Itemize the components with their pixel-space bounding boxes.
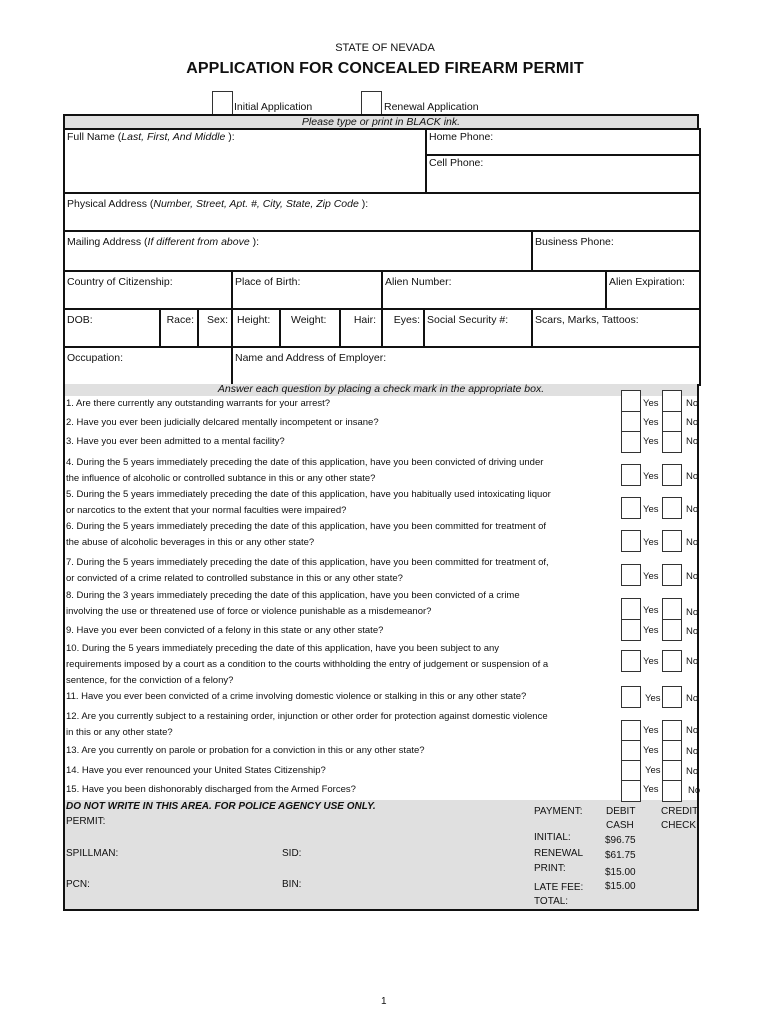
- instructions-text: Please type or print in BLACK ink.: [301, 116, 461, 128]
- home-phone-field[interactable]: [425, 128, 701, 156]
- alien-number-label: Alien Number:: [385, 276, 452, 288]
- alien-number-field[interactable]: [381, 270, 607, 310]
- q3-no-label: No: [686, 436, 699, 447]
- q8-no-label: No: [686, 607, 699, 618]
- renewal-fee-value: $61.75: [605, 850, 636, 861]
- full-name-field[interactable]: [63, 128, 427, 194]
- initial-fee-value: $96.75: [605, 835, 636, 846]
- ssn-label: Social Security #:: [427, 314, 509, 326]
- page-number: 1: [381, 996, 387, 1007]
- employer-label: Name and Address of Employer:: [235, 352, 387, 364]
- q6-yes-checkbox[interactable]: [621, 530, 641, 552]
- ssn-field[interactable]: [423, 308, 533, 348]
- q13-no-checkbox[interactable]: [662, 740, 682, 762]
- weight-label: Weight:: [291, 314, 327, 326]
- q10-no-checkbox[interactable]: [662, 650, 682, 672]
- check-label: CHECK: [661, 820, 697, 831]
- q2-no-checkbox[interactable]: [662, 411, 682, 433]
- occupation-field[interactable]: [63, 346, 233, 386]
- permit-label: PERMIT:: [66, 816, 106, 827]
- question-13: 13. Are you currently on parole or probation for a conviction in this or any other state?: [66, 745, 425, 756]
- q4-yes-checkbox[interactable]: [621, 464, 641, 486]
- credit-label: CREDIT: [661, 806, 699, 817]
- question-6: 6. During the 5 years immediately preceding the date of this application, have you been committed for treatment of the abuse of alcoholic beverages in this or any other state?: [66, 521, 547, 548]
- cell-phone-field[interactable]: [425, 154, 701, 194]
- q14-yes-label: Yes: [645, 765, 661, 776]
- sex-field[interactable]: [197, 308, 233, 348]
- question-10: 10. During the 5 years immediately preceding the date of this application, have you been subject to any requirements imposed by a court as a condition to the courts withholding the entry of judgement or suspension of a sentence, for the conviction of a felony?: [66, 643, 549, 686]
- question-7: 7. During the 5 years immediately preceding the date of this application, have you been committed for treatment of, or convicted of a crime related to controlled substance in this or any other state?: [66, 557, 549, 584]
- question-2: 2. Have you ever been judicially delcared mentally incompetent or insane?: [66, 417, 379, 428]
- q6-no-label: No: [686, 537, 699, 548]
- q1-yes-label: Yes: [643, 398, 659, 409]
- hair-field[interactable]: [339, 308, 383, 348]
- mailing-address-field[interactable]: [63, 230, 533, 272]
- question-12: 12. Are you currently subject to a restaining order, injunction or other order for protection against domestic violence in this or any other state?: [66, 711, 548, 738]
- q1-no-label: No: [686, 398, 699, 409]
- weight-field[interactable]: [279, 308, 341, 348]
- bin-label: BIN:: [282, 879, 302, 890]
- q5-no-checkbox[interactable]: [662, 497, 682, 519]
- q4-no-checkbox[interactable]: [662, 464, 682, 486]
- q4-yes-label: Yes: [643, 471, 659, 482]
- q7-yes-checkbox[interactable]: [621, 564, 641, 586]
- q15-yes-checkbox[interactable]: [621, 780, 641, 802]
- q14-no-checkbox[interactable]: [662, 760, 682, 782]
- total-label: TOTAL:: [534, 896, 569, 907]
- q10-yes-checkbox[interactable]: [621, 650, 641, 672]
- question-5: 5. During the 5 years immediately preceding the date of this application, have you habitually used intoxicating liquor or narcotics to the extent that your normal faculties were impaired?: [66, 489, 551, 516]
- question-4: 4. During the 5 years immediately preceding the date of this application, have you been convicted of driving under the influence of alcoholic or controlled subtance in this or any other state?: [66, 457, 544, 484]
- q9-no-checkbox[interactable]: [662, 619, 682, 641]
- height-field[interactable]: [231, 308, 281, 348]
- question-8: 8. During the 3 years immediately preceding the date of this application, have you been convicted of a crime involving the use or threatened use of force or violence punishable as a misdemeanor?: [66, 590, 520, 617]
- cash-label: CASH: [606, 820, 634, 831]
- dob-label: DOB:: [67, 314, 93, 326]
- q7-no-checkbox[interactable]: [662, 564, 682, 586]
- q9-yes-checkbox[interactable]: [621, 619, 641, 641]
- q11-no-checkbox[interactable]: [662, 686, 682, 708]
- late-fee-value: $15.00: [605, 881, 636, 892]
- q15-no-label: No: [688, 785, 701, 796]
- renewal-application-label: Renewal Application: [384, 101, 479, 113]
- late-fee-label: LATE FEE:: [534, 882, 584, 893]
- eyes-field[interactable]: [381, 308, 425, 348]
- question-1: 1. Are there currently any outstanding warrants for your arrest?: [66, 398, 331, 409]
- q7-yes-label: Yes: [643, 571, 659, 582]
- question-3: 3. Have you ever been admitted to a mental facility?: [66, 436, 285, 447]
- q14-yes-checkbox[interactable]: [621, 760, 641, 782]
- q15-yes-label: Yes: [643, 784, 659, 795]
- q1-yes-checkbox[interactable]: [621, 390, 641, 412]
- q10-no-label: No: [686, 656, 699, 667]
- q5-no-label: No: [686, 504, 699, 515]
- questions-header-bar: [65, 384, 697, 396]
- q6-no-checkbox[interactable]: [662, 530, 682, 552]
- question-15: 15. Have you been dishonorably discharged from the Armed Forces?: [66, 784, 356, 795]
- physical-address-field[interactable]: [63, 192, 701, 232]
- alien-expiration-label: Alien Expiration:: [609, 276, 685, 288]
- q2-yes-checkbox[interactable]: [621, 411, 641, 433]
- q8-no-checkbox[interactable]: [662, 598, 682, 620]
- q3-yes-label: Yes: [643, 436, 659, 447]
- q3-yes-checkbox[interactable]: [621, 431, 641, 453]
- q7-no-label: No: [686, 571, 699, 582]
- print-fee-label: PRINT:: [534, 863, 566, 874]
- scars-marks-tattoos-field[interactable]: [531, 308, 701, 348]
- q13-yes-label: Yes: [643, 745, 659, 756]
- q2-no-label: No: [686, 417, 699, 428]
- business-phone-field[interactable]: [531, 230, 701, 272]
- q14-no-label: No: [686, 766, 699, 777]
- initial-application-checkbox[interactable]: [212, 91, 233, 115]
- hair-label: Hair:: [353, 314, 376, 326]
- payment-label: PAYMENT:: [534, 806, 583, 817]
- police-use-area: [65, 800, 697, 909]
- q4-no-label: No: [686, 471, 699, 482]
- form-title: APPLICATION FOR CONCEALED FIREARM PERMIT: [186, 60, 584, 77]
- q11-yes-label: Yes: [645, 693, 661, 704]
- q6-yes-label: Yes: [643, 537, 659, 548]
- q8-yes-label: Yes: [643, 605, 659, 616]
- home-phone-label: Home Phone:: [429, 131, 494, 143]
- country-of-citizenship-field[interactable]: [63, 270, 233, 310]
- renewal-fee-label: RENEWAL: [534, 848, 584, 859]
- alien-expiration-field[interactable]: [605, 270, 701, 310]
- pcn-label: PCN:: [66, 879, 90, 890]
- full-name-label: Full Name (Last, First, And Middle ):: [67, 131, 235, 143]
- q8-yes-checkbox[interactable]: [621, 598, 641, 620]
- place-of-birth-label: Place of Birth:: [235, 276, 301, 288]
- debit-label: DEBIT: [606, 806, 636, 817]
- q13-no-label: No: [686, 746, 699, 757]
- q1-no-checkbox[interactable]: [662, 390, 682, 412]
- q10-yes-label: Yes: [643, 656, 659, 667]
- question-14: 14. Have you ever renounced your United States Citizenship?: [66, 765, 326, 776]
- q12-yes-checkbox[interactable]: [621, 720, 641, 742]
- mailing-address-label: Mailing Address (If different from above ):: [67, 236, 260, 248]
- q13-yes-checkbox[interactable]: [621, 740, 641, 762]
- country-of-citizenship-label: Country of Citizenship:: [67, 276, 173, 288]
- dob-field[interactable]: [63, 308, 161, 348]
- q11-no-label: No: [686, 693, 699, 704]
- sex-label: Sex:: [206, 314, 228, 326]
- scars-marks-tattoos-label: Scars, Marks, Tattoos:: [535, 314, 639, 326]
- question-11: 11. Have you ever been convicted of a crime involving domestic violence or stalking in this or any other state?: [66, 691, 527, 702]
- eyes-label: Eyes:: [393, 314, 420, 326]
- physical-address-label: Physical Address (Number, Street, Apt. #, City, State, Zip Code ):: [67, 198, 369, 210]
- renewal-application-checkbox[interactable]: [361, 91, 382, 115]
- business-phone-label: Business Phone:: [535, 236, 614, 248]
- q12-no-label: No: [686, 725, 699, 736]
- sid-label: SID:: [282, 848, 302, 859]
- questions-header-text: Answer each question by placing a check mark in the appropriate box.: [217, 383, 545, 395]
- race-field[interactable]: [159, 308, 199, 348]
- cell-phone-label: Cell Phone:: [429, 157, 484, 169]
- q3-no-checkbox[interactable]: [662, 431, 682, 453]
- race-label: Race:: [166, 314, 194, 326]
- q9-yes-label: Yes: [643, 625, 659, 636]
- q15-no-checkbox[interactable]: [662, 780, 682, 802]
- employer-field[interactable]: [231, 346, 701, 386]
- initial-application-label: Initial Application: [234, 101, 313, 113]
- q12-yes-label: Yes: [643, 725, 659, 736]
- q2-yes-label: Yes: [643, 417, 659, 428]
- question-9: 9. Have you ever been convicted of a felony in this state or any other state?: [66, 625, 384, 636]
- print-fee-value: $15.00: [605, 867, 636, 878]
- police-use-notice: DO NOT WRITE IN THIS AREA. FOR POLICE AGENCY USE ONLY.: [66, 801, 376, 812]
- q5-yes-label: Yes: [643, 504, 659, 515]
- height-label: Height:: [237, 314, 271, 326]
- initial-fee-label: INITIAL:: [534, 832, 571, 843]
- q5-yes-checkbox[interactable]: [621, 497, 641, 519]
- occupation-label: Occupation:: [67, 352, 124, 364]
- q9-no-label: No: [686, 626, 699, 637]
- q12-no-checkbox[interactable]: [662, 720, 682, 742]
- spillman-label: SPILLMAN:: [66, 848, 119, 859]
- place-of-birth-field[interactable]: [231, 270, 383, 310]
- state-heading: STATE OF NEVADA: [335, 42, 435, 54]
- q11-yes-checkbox[interactable]: [621, 686, 641, 708]
